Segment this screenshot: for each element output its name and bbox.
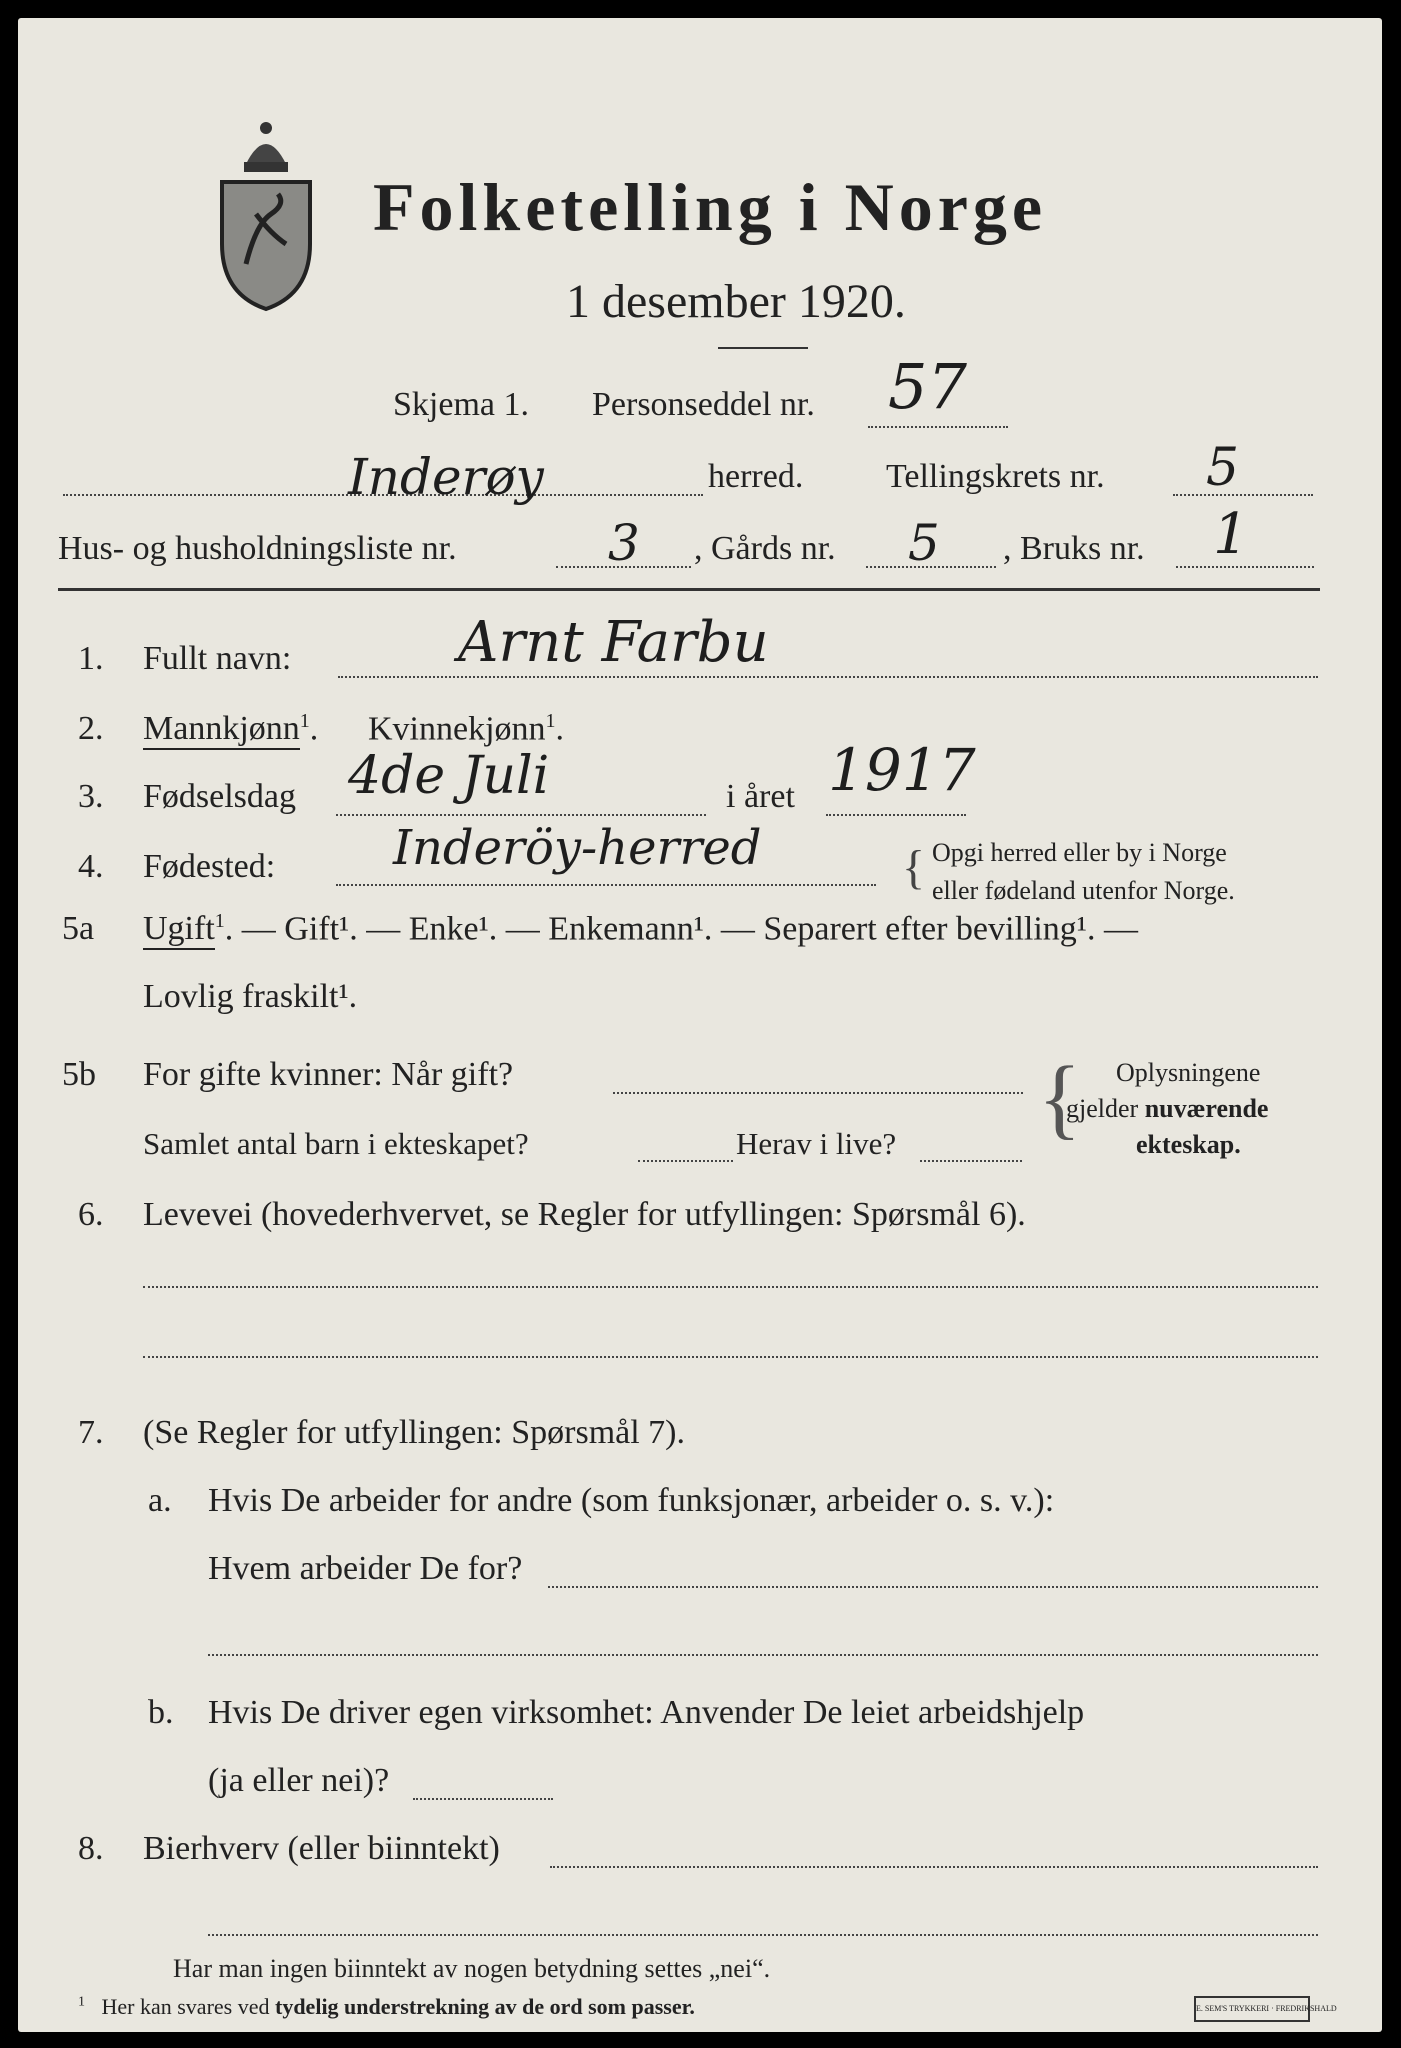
gards-label: , Gårds nr. bbox=[694, 530, 836, 567]
q5b-line1 bbox=[613, 1092, 1023, 1094]
form-title: Folketelling i Norge bbox=[373, 169, 1048, 245]
q4-note2: eller fødeland utenfor Norge. bbox=[932, 876, 1235, 905]
footer-note: Har man ingen biinntekt av nogen betydning settes „nei“. bbox=[173, 1954, 771, 1983]
title-divider bbox=[718, 347, 808, 349]
gards-value[interactable]: 5 bbox=[908, 514, 940, 572]
q1-number: 1. bbox=[78, 640, 104, 677]
census-date: 1 desember 1920. bbox=[566, 275, 906, 328]
q5b-note2-text: gjelder bbox=[1066, 1094, 1139, 1123]
q7b-label: Hvis De driver egen virksomhet: Anvender De leiet arbeidshjelp bbox=[208, 1694, 1085, 1731]
q5b-brace: { bbox=[1038, 1049, 1082, 1148]
tellingskrets-label: Tellingskrets nr. bbox=[886, 458, 1105, 495]
herred-value[interactable]: Inderøy bbox=[348, 448, 544, 506]
q8-line1 bbox=[550, 1866, 1318, 1868]
q4-note1: Opgi herred eller by i Norge bbox=[932, 838, 1227, 867]
q7a-label2: Hvem arbeider De for? bbox=[208, 1550, 523, 1587]
q8-line2 bbox=[208, 1934, 1318, 1936]
q5b-label3: Herav i live? bbox=[736, 1126, 897, 1161]
q7b-line bbox=[413, 1798, 553, 1800]
q5a-options: Ugift$^1$. — Gift¹. — Enke¹. — Enkemann¹. — Separert efter bevilling¹. — bbox=[143, 910, 1138, 948]
footnote-text: Her kan svares ved bbox=[101, 1994, 270, 2019]
printer-stamp: E. SEM'S TRYKKERI · FREDRIKSHALD bbox=[1194, 1996, 1310, 2022]
footnote-mark: 1 bbox=[78, 1994, 85, 2010]
footnote bbox=[78, 1994, 695, 2020]
q7a-line1 bbox=[548, 1586, 1318, 1588]
q5b-line3 bbox=[920, 1160, 1022, 1162]
q5b-note1: Oplysningene bbox=[1116, 1058, 1261, 1087]
q6-label: Levevei (hovederhvervet, se Regler for utfyllingen: Spørsmål 6). bbox=[143, 1196, 1026, 1233]
footnote-bold: tydelig understrekning av de ord som passer. bbox=[275, 1994, 695, 2019]
q4-label: Fødested: bbox=[143, 848, 276, 885]
q3-number: 3. bbox=[78, 778, 104, 815]
q5a-ugift[interactable]: Ugift bbox=[143, 910, 215, 950]
q7b-number: b. bbox=[148, 1694, 174, 1731]
bruks-label: , Bruks nr. bbox=[1003, 530, 1145, 567]
q4-line bbox=[336, 884, 876, 886]
q5a-number: 5a bbox=[62, 910, 95, 947]
q7a-label: Hvis De arbeider for andre (som funksjonær, arbeider o. s. v.): bbox=[208, 1482, 1055, 1519]
q5b-note2 bbox=[1066, 1094, 1268, 1124]
census-form bbox=[18, 18, 1382, 2032]
q4-number: 4. bbox=[78, 848, 104, 885]
skjema-label: Skjema 1. bbox=[393, 386, 529, 423]
q3-value[interactable]: 4de Juli bbox=[348, 746, 550, 806]
q7a-line2 bbox=[208, 1654, 1318, 1656]
q2-number: 2. bbox=[78, 710, 104, 747]
personseddel-line bbox=[868, 426, 1008, 428]
hus-value[interactable]: 3 bbox=[608, 514, 640, 572]
q2-kvinne: Kvinnekjønn$^1$. bbox=[368, 710, 565, 748]
q5b-note3: ekteskap. bbox=[1136, 1130, 1241, 1159]
q5b-label1: For gifte kvinner: Når gift? bbox=[143, 1056, 514, 1093]
q8-label: Bierhverv (eller biinntekt) bbox=[143, 1830, 500, 1867]
q2-mann: Mannkjønn$^1$. bbox=[143, 710, 318, 748]
personseddel-label: Personseddel nr. bbox=[592, 386, 815, 423]
bruks-value[interactable]: 1 bbox=[1213, 502, 1249, 567]
q5b-line2 bbox=[638, 1160, 733, 1162]
herred-label: herred. bbox=[708, 458, 804, 495]
q6-line2 bbox=[143, 1356, 1318, 1358]
q5a-line2: Lovlig fraskilt¹. bbox=[143, 978, 358, 1015]
q4-brace: { bbox=[902, 841, 926, 894]
hus-label: Hus- og husholdningsliste nr. bbox=[58, 530, 457, 567]
q1-line bbox=[338, 676, 1318, 678]
header-rule bbox=[58, 588, 1320, 591]
q3-line bbox=[336, 814, 706, 816]
q5a-rest: — Gift¹. — Enke¹. — Enkemann¹. — Separert efter bevilling¹. — bbox=[241, 910, 1138, 948]
personseddel-value[interactable]: 57 bbox=[888, 350, 967, 423]
q6-number: 6. bbox=[78, 1196, 104, 1233]
q1-value[interactable]: Arnt Farbu bbox=[458, 610, 769, 675]
q6-line1 bbox=[143, 1286, 1318, 1288]
q2-mann-text[interactable]: Mannkjønn bbox=[143, 710, 300, 750]
q5b-note2-bold: nuværende bbox=[1144, 1094, 1269, 1123]
q5b-number: 5b bbox=[62, 1056, 96, 1093]
q7a-number: a. bbox=[148, 1482, 172, 1519]
q7-label: (Se Regler for utfyllingen: Spørsmål 7). bbox=[143, 1414, 686, 1451]
q3-year-line bbox=[826, 814, 966, 816]
q3-year-label: i året bbox=[726, 778, 795, 815]
tellingskrets-line bbox=[1173, 494, 1313, 496]
q7b-label2: (ja eller nei)? bbox=[208, 1762, 390, 1799]
q8-number: 8. bbox=[78, 1830, 104, 1867]
q5b-label2: Samlet antal barn i ekteskapet? bbox=[143, 1126, 529, 1161]
tellingskrets-value[interactable]: 5 bbox=[1206, 438, 1240, 498]
q3-label: Fødselsdag bbox=[143, 778, 296, 815]
q3-year-value[interactable]: 1917 bbox=[828, 736, 976, 804]
q1-label: Fullt navn: bbox=[143, 640, 292, 677]
q4-value[interactable]: Inderöy-herred bbox=[393, 820, 762, 876]
q7-number: 7. bbox=[78, 1414, 104, 1451]
coat-of-arms-icon bbox=[216, 104, 316, 314]
q2-kvinne-text[interactable]: Kvinnekjønn bbox=[368, 710, 546, 748]
